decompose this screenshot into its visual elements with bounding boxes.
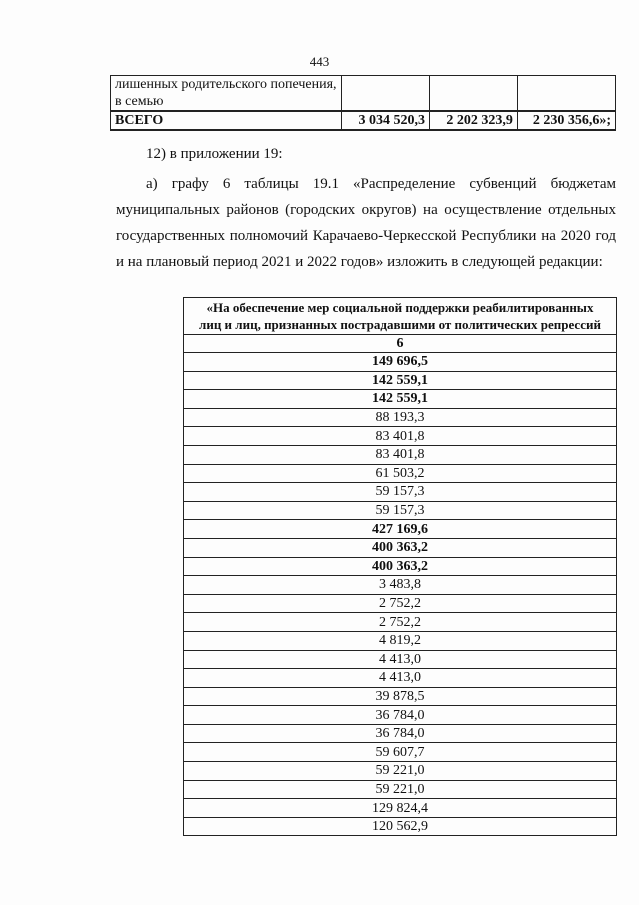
table-row [184, 445, 617, 464]
value-cell: 61 503,2 [184, 464, 617, 483]
table-row [184, 799, 617, 818]
empty-cell [430, 76, 518, 112]
table-row [184, 576, 617, 595]
value-cell: 427 169,6 [184, 520, 617, 539]
table-row [184, 501, 617, 520]
value-cell: 4 413,0 [184, 650, 617, 669]
value-cell: 59 607,7 [184, 743, 617, 762]
table-row [184, 762, 617, 781]
value-cell: 2 752,2 [184, 613, 617, 632]
total-label: ВСЕГО [111, 111, 342, 130]
header-row [184, 298, 617, 335]
budget-table-fragment [110, 75, 616, 131]
value-cell: 2 752,2 [184, 594, 617, 613]
table-row [184, 353, 617, 372]
page-number: 443 [309, 54, 330, 69]
table-row [184, 483, 617, 502]
value-cell: 59 221,0 [184, 762, 617, 781]
table-row [184, 743, 617, 762]
value-cell: 88 193,3 [184, 408, 617, 427]
table-row [184, 724, 617, 743]
table-row [184, 390, 617, 409]
value-cell: 120 562,9 [184, 817, 617, 836]
column-number-row [184, 335, 617, 353]
column-number: 6 [184, 335, 617, 353]
value-cell: 149 696,5 [184, 353, 617, 372]
table-row [184, 538, 617, 557]
body-paragraph: а) графу 6 таблицы 19.1 «Распределение субвенций бюджетам муниципальных районов (городских округов) на осуществление отдельных государственных полномочий Карачаево-Черкесской Республики на 2020 год и на плановый период 2021 и 2022 годов» изложить в следующей редакции: [116, 176, 616, 270]
table-row [184, 464, 617, 483]
value-cell: 59 157,3 [184, 501, 617, 520]
table-row [184, 594, 617, 613]
table-row [184, 557, 617, 576]
table-row [184, 427, 617, 446]
total-value-2020: 3 034 520,3 [342, 111, 430, 130]
column-6-table [183, 297, 617, 836]
value-cell: 129 824,4 [184, 799, 617, 818]
value-cell: 36 784,0 [184, 724, 617, 743]
table-row [184, 817, 617, 836]
value-cell: 142 559,1 [184, 390, 617, 409]
value-cell: 83 401,8 [184, 445, 617, 464]
table-row [184, 613, 617, 632]
total-value-2021: 2 202 323,9 [430, 111, 518, 130]
column-header-line-2: лиц и лиц, признанных пострадавшими от политических репрессий [199, 317, 601, 332]
value-cell: 59 157,3 [184, 483, 617, 502]
empty-cell [342, 76, 430, 112]
value-cell: 83 401,8 [184, 427, 617, 446]
value-cell: 142 559,1 [184, 371, 617, 390]
table-row [184, 408, 617, 427]
value-cell: 36 784,0 [184, 706, 617, 725]
value-cell: 400 363,2 [184, 557, 617, 576]
value-cell: 59 221,0 [184, 780, 617, 799]
item-paragraph: 12) в приложении 19: [146, 146, 283, 162]
value-cell: 3 483,8 [184, 576, 617, 595]
table-row [184, 669, 617, 688]
table-row [111, 76, 616, 112]
value-cell: 39 878,5 [184, 687, 617, 706]
table-row [184, 631, 617, 650]
column-header-line-1: «На обеспечение мер социальной поддержки реабилитированных [206, 300, 594, 315]
value-cell: 400 363,2 [184, 538, 617, 557]
total-value-2022: 2 230 356,6»; [517, 111, 615, 130]
value-cell: 4 413,0 [184, 669, 617, 688]
value-cell: 4 819,2 [184, 631, 617, 650]
column-header [184, 298, 617, 335]
table-row [184, 371, 617, 390]
table-row [184, 650, 617, 669]
empty-cell [517, 76, 615, 112]
total-row [111, 111, 616, 130]
row-label: лишенных родительского попечения, в семью [111, 76, 342, 112]
table-row [184, 520, 617, 539]
table-row [184, 687, 617, 706]
table-row [184, 780, 617, 799]
table-row [184, 706, 617, 725]
